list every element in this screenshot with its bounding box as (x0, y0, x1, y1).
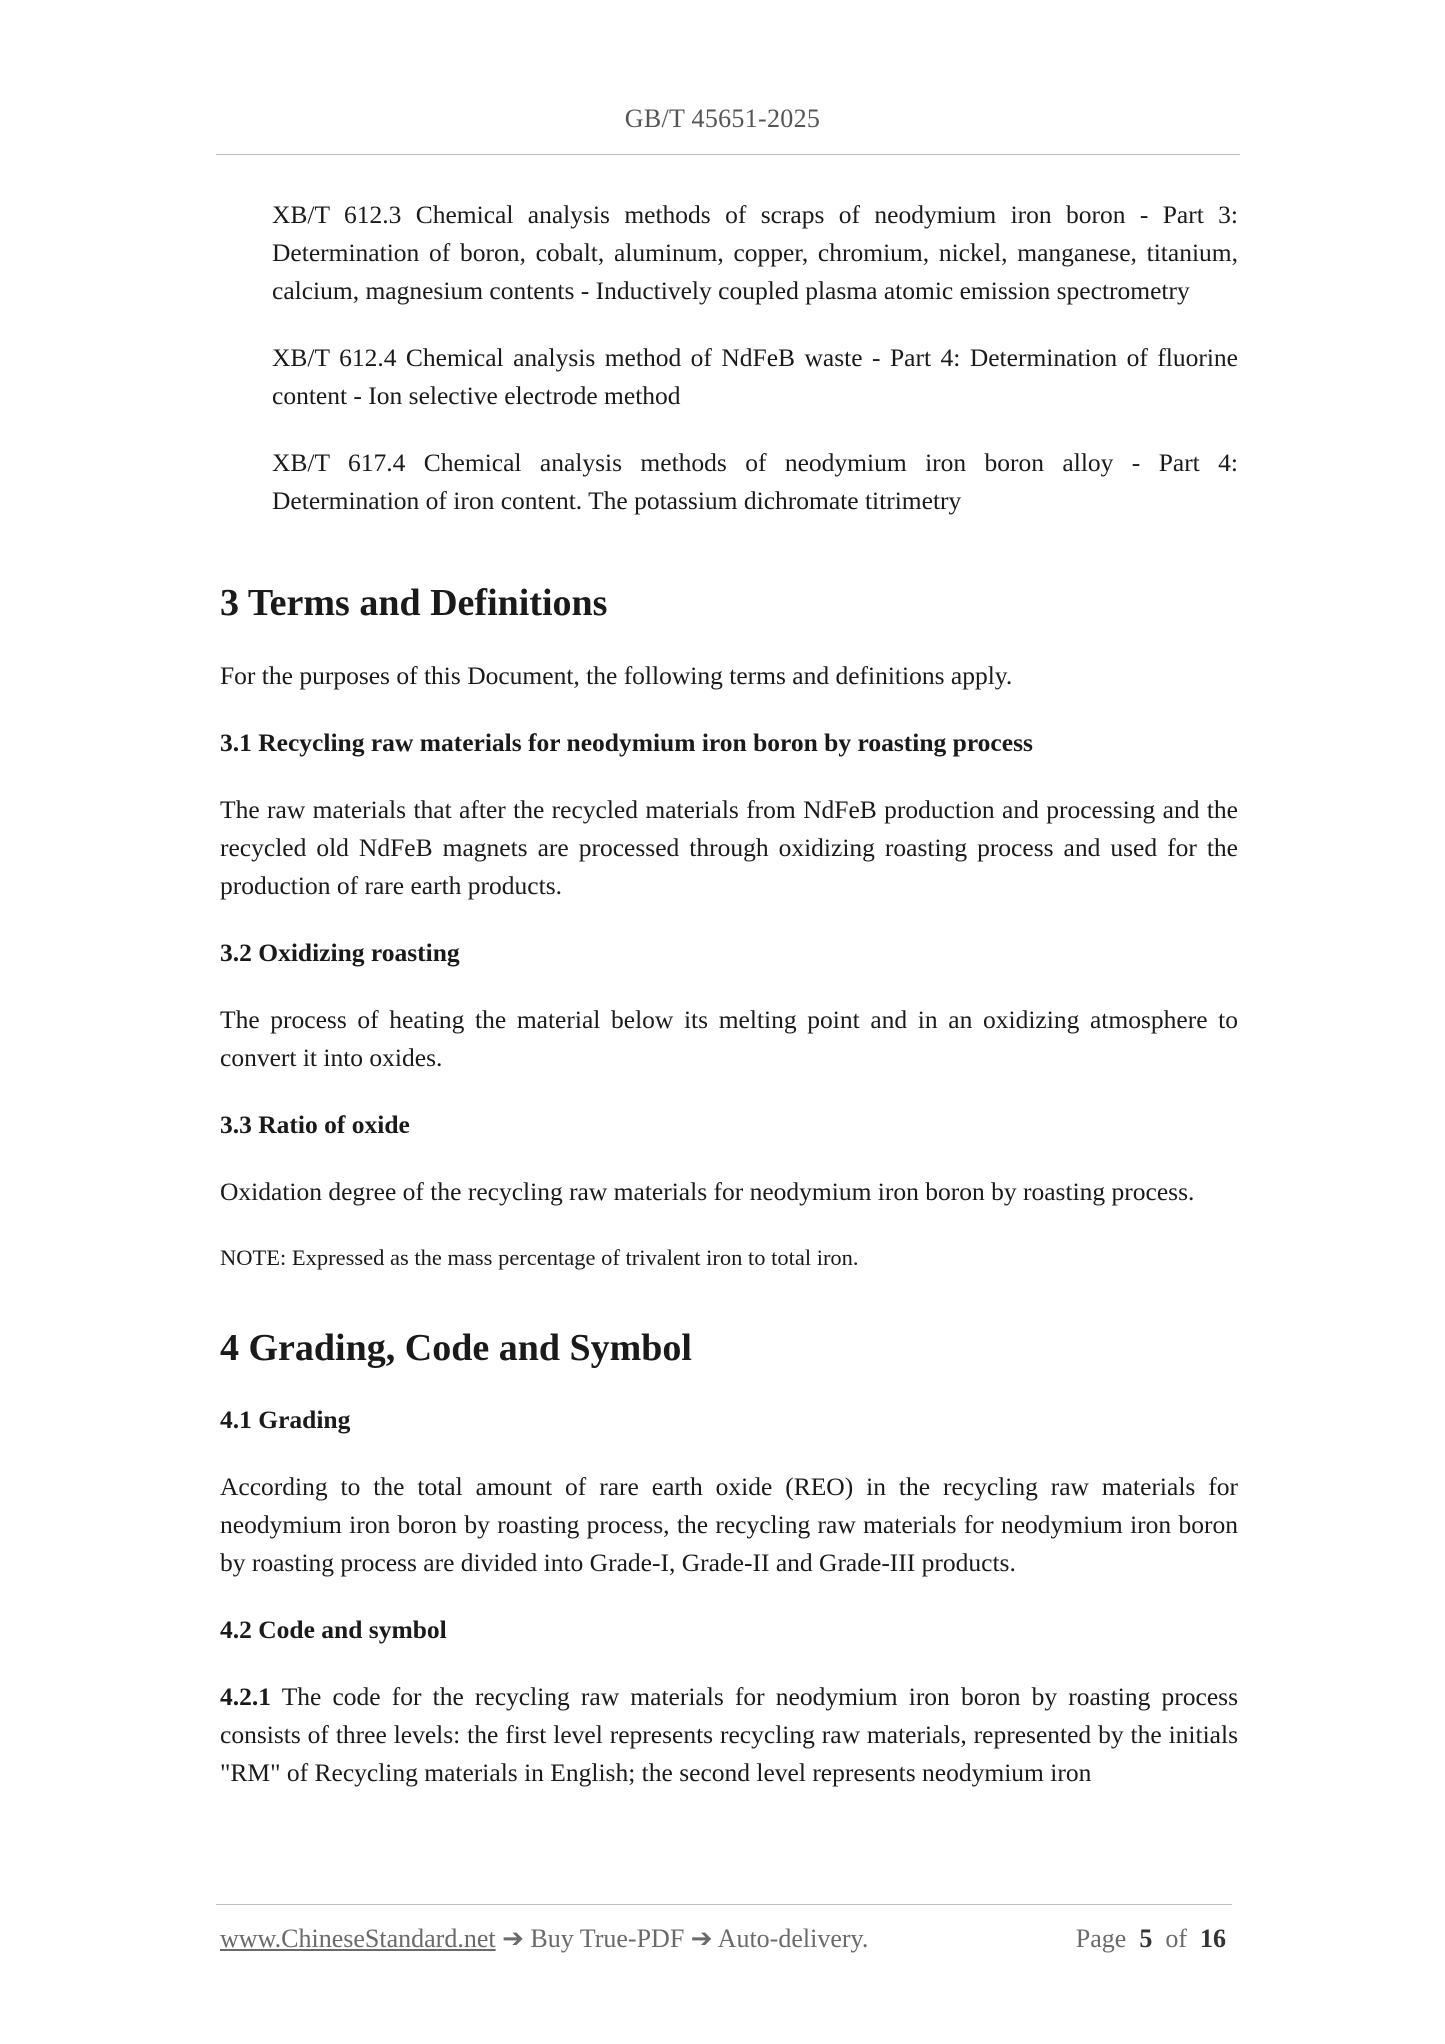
page-footer (220, 1924, 1232, 1960)
term-3-3-definition: Oxidation degree of the recycling raw materials for neodymium iron boron by roasting process. (220, 1177, 1195, 1206)
term-3-1-heading: 3.1 Recycling raw materials for neodymium iron boron by roasting process (220, 728, 1033, 757)
term-3-2-heading: 3.2 Oxidizing roasting (220, 938, 460, 967)
page-header-doc-id: GB/T 45651-2025 (624, 104, 821, 133)
site-link[interactable]: www.ChineseStandard.net (220, 1924, 496, 1953)
section-4-1-heading: 4.1 Grading (220, 1405, 351, 1434)
page-content (220, 196, 1238, 1792)
clause-4-2-1-text: The code for the recycling raw materials for neodymium iron boron by roasting process consists of three levels: the first level represents recycling raw materials, represented by the initials "RM" of Recycling materials in English; the second level represents neodymium iron (220, 1682, 1238, 1787)
section-4-1-body: According to the total amount of rare earth oxide (REO) in the recycling raw materials for neodymium iron boron by roasting process, the recycling raw materials for neodymium iron boron by roasting process are divided into Grade-I, Grade-II and Grade-III products. (220, 1472, 1238, 1577)
buy-true-pdf-text: Buy True-PDF (530, 1924, 685, 1953)
section-3-heading: 3 Terms and Definitions (220, 582, 608, 624)
auto-delivery-text: Auto-delivery. (717, 1924, 869, 1953)
of-label: of (1165, 1924, 1187, 1953)
page-indicator (1076, 1924, 1226, 1954)
total-pages-number: 16 (1200, 1924, 1226, 1953)
footer-divider (216, 1904, 1232, 1905)
footer-promo (220, 1924, 868, 1954)
term-3-2-definition: The process of heating the material below its melting point and in an oxidizing atmosphere to convert it into oxides. (220, 1005, 1238, 1072)
clause-4-2-1-number: 4.2.1 (220, 1682, 271, 1711)
term-3-1-definition: The raw materials that after the recycled materials from NdFeB production and processing and the recycled old NdFeB magnets are processed through oxidizing roasting process and used for the production of rare earth products. (220, 795, 1238, 900)
page-label: Page (1075, 1924, 1127, 1953)
clause-4-2-1 (220, 1678, 1238, 1792)
section-4-2-heading: 4.2 Code and symbol (220, 1615, 447, 1644)
header-divider (216, 154, 1240, 155)
term-3-3-heading: 3.3 Ratio of oxide (220, 1110, 410, 1139)
reference-xbt-612-4: XB/T 612.4 Chemical analysis method of NdFeB waste - Part 4: Determination of fluorine content - Ion selective electrode method (272, 343, 1238, 410)
section-3-intro: For the purposes of this Document, the following terms and definitions apply. (220, 661, 1013, 690)
term-3-3-note: NOTE: Expressed as the mass percentage of trivalent iron to total iron. (220, 1245, 859, 1270)
current-page-number: 5 (1139, 1924, 1153, 1953)
reference-xbt-617-4: XB/T 617.4 Chemical analysis methods of neodymium iron boron alloy - Part 4: Determination of iron content. The potassium dichromate titrimetry (272, 448, 1238, 515)
arrow-right-icon: ➔ (690, 1924, 713, 1953)
arrow-right-icon: ➔ (502, 1924, 524, 1953)
section-4-heading: 4 Grading, Code and Symbol (220, 1327, 692, 1369)
reference-xbt-612-3: XB/T 612.3 Chemical analysis methods of scraps of neodymium iron boron - Part 3: Determination of boron, cobalt, aluminum, copper, chromium, nickel, manganese, titanium, calcium, magnesium contents - Inductively coupled plasma atomic emission spectrometry (272, 200, 1238, 305)
